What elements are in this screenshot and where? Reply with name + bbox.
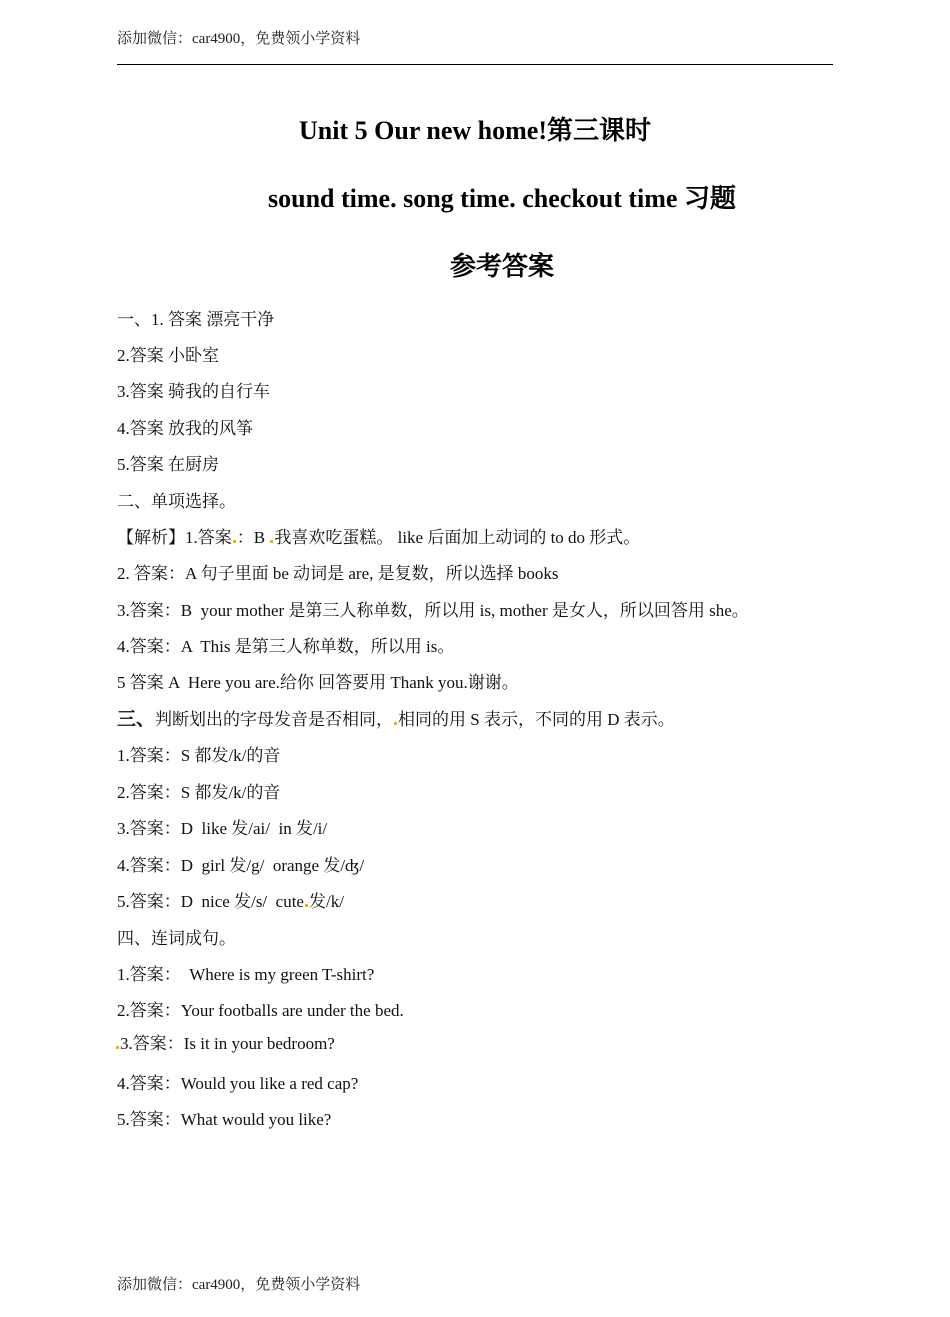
section2-item-1-part-c: 我喜欢吃蛋糕。 like 后面加上动词的 to do 形式。 [274,528,641,547]
title-line-3: 参考答案 [449,252,554,281]
section2-heading: 二、单项选择。 [117,492,236,511]
section3-heading-text-a: 判断划出的字母发音是否相同， [155,710,394,729]
section2-item-1 [117,523,640,548]
page-footer: 添加微信：car4900，免费领小学资料 [117,1277,361,1293]
section1-item-1: 一、1. 答案 漂亮干净 [117,310,275,329]
section3-item-3: 3.答案：D like 发/ai/ in 发/i/ [117,819,328,838]
section1-item-4: 4.答案 放我的风筝 [117,419,253,438]
section4-item-3 [115,1029,335,1054]
section1-item-5: 5.答案 在厨房 [117,455,219,474]
anchor-mark [305,904,308,907]
section4-item-1: 1.答案： Where is my green T-shirt? [117,965,375,984]
section3-item-5 [117,887,344,912]
section4-item-4: 4.答案：Would you like a red cap? [117,1074,359,1093]
section3-item-5-part-a: 5.答案：D nice 发/s/ cute [117,892,304,911]
section3-heading-text-b: 相同的用 S 表示，不同的用 D 表示。 [398,710,675,729]
section1-item-2: 2.答案 小卧室 [117,346,219,365]
header-divider [117,64,833,65]
section4-item-3-text: 3.答案：Is it in your bedroom? [120,1034,335,1053]
section3-item-5-part-b: 发/k/ [308,892,344,911]
title-line-2: sound time. song time. checkout time 习题 [268,184,736,213]
anchor-mark [394,722,397,725]
section2-item-1-part-b: ：B [236,528,270,547]
anchor-mark [233,540,236,543]
page-header: 添加微信：car4900，免费领小学资料 [117,31,361,47]
section2-item-1-part-a: 【解析】1.答案 [117,528,232,547]
anchor-mark [116,1046,119,1049]
section3-item-1: 1.答案：S 都发/k/的音 [117,746,281,765]
section2-item-4: 4.答案：A This 是第三人称单数，所以用 is。 [117,637,455,656]
section3-heading-number: 三、 [117,709,156,730]
section4-heading: 四、连词成句。 [117,929,236,948]
section4-item-2: 2.答案：Your footballs are under the bed. [117,1001,404,1020]
section1-item-3: 3.答案 骑我的自行车 [117,382,270,401]
section3-heading [117,704,675,731]
section4-item-5: 5.答案：What would you like? [117,1110,332,1129]
section2-item-3: 3.答案：B your mother 是第三人称单数，所以用 is, mother 是女人，所以回答用 she。 [117,601,749,620]
section2-item-5: 5 答案 A Here you are.给你 回答要用 Thank you.谢谢。 [117,673,519,692]
section3-item-4: 4.答案：D girl 发/g/ orange 发/ʤ/ [117,856,365,875]
section3-item-2: 2.答案：S 都发/k/的音 [117,783,281,802]
title-line-1: Unit 5 Our new home!第三课时 [299,116,651,145]
anchor-mark [270,540,273,543]
section2-item-2: 2. 答案：A 句子里面 be 动词是 are, 是复数，所以选择 books [117,564,559,583]
